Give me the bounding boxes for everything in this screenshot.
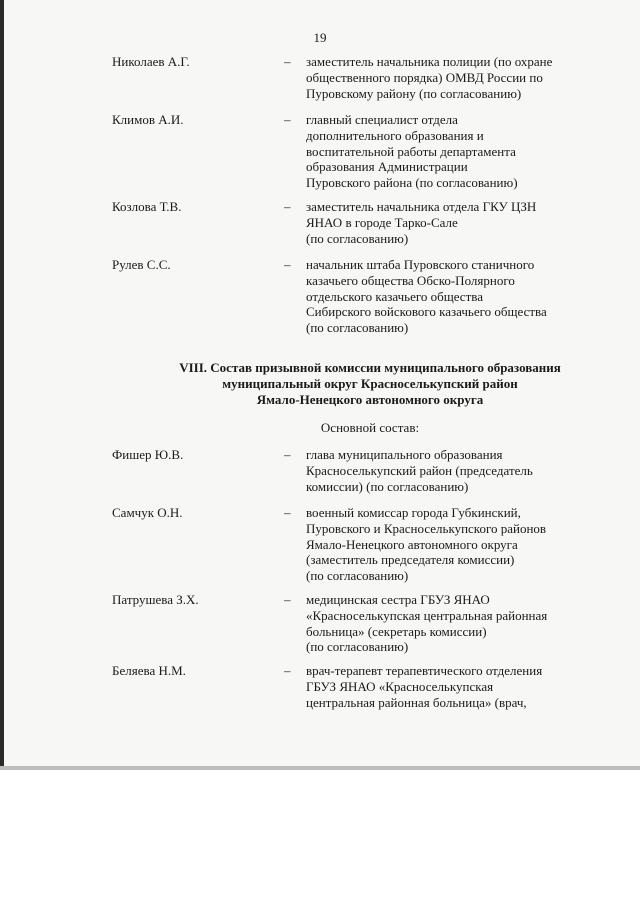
member-name: Рулев С.С.: [112, 257, 171, 272]
member-name: Климов А.И.: [112, 112, 184, 127]
entry-dash: –: [284, 257, 291, 272]
entry-dash: –: [284, 199, 291, 214]
scan-bottom-edge: [0, 766, 640, 770]
entry-dash: –: [284, 663, 291, 678]
member-description: заместитель начальника полиции (по охране общественного порядка) ОМВД России по Пуровскому району (по согласованию): [306, 54, 553, 101]
section-heading: VIII. Состав призывной комиссии муниципального образования муниципальный округ Красноселькупский район Ямало-Ненецкого автономного округа: [179, 360, 561, 407]
member-description: заместитель начальника отдела ГКУ ЦЗН ЯНАО в городе Тарко-Сале (по согласованию): [306, 199, 537, 246]
entry-dash: –: [284, 112, 291, 127]
member-description: военный комиссар города Губкинский, Пуровского и Красноселькупского районов Ямало-Ненецкого автономного округа (заместитель председателя комиссии) (по согласованию): [306, 505, 547, 584]
member-description: медицинская сестра ГБУЗ ЯНАО «Красноселькупская центральная районная больница» (секретарь комиссии) (по согласованию): [306, 592, 548, 655]
entry-dash: –: [284, 447, 291, 462]
entry-dash: –: [284, 505, 291, 520]
section-subheading: Основной состав:: [320, 420, 420, 435]
member-name: Николаев А.Г.: [112, 54, 190, 69]
member-name: Самчук О.Н.: [112, 505, 183, 520]
entry-dash: –: [284, 54, 291, 69]
member-description: начальник штаба Пуровского станичного казачьего общества Обско-Полярного отдельского казачьего общества Сибирского войскового казачьего общества (по согласованию): [306, 257, 547, 336]
member-name: Беляева Н.М.: [112, 663, 186, 678]
member-name: Патрушева З.Х.: [112, 592, 199, 607]
member-description: врач-терапевт терапевтического отделения ГБУЗ ЯНАО «Красноселькупская центральная районная больница» (врач,: [306, 663, 543, 710]
member-description: главный специалист отдела дополнительного образования и воспитательной работы департамента образования Администрации Пуровского района (по согласованию): [306, 112, 518, 191]
scan-left-edge: [0, 0, 4, 770]
page-number: 19: [313, 30, 327, 45]
member-name: Козлова Т.В.: [112, 199, 182, 214]
member-name: Фишер Ю.В.: [112, 447, 184, 462]
entry-dash: –: [284, 592, 291, 607]
member-description: глава муниципального образования Красноселькупский район (председатель комиссии) (по согласованию): [306, 447, 533, 494]
